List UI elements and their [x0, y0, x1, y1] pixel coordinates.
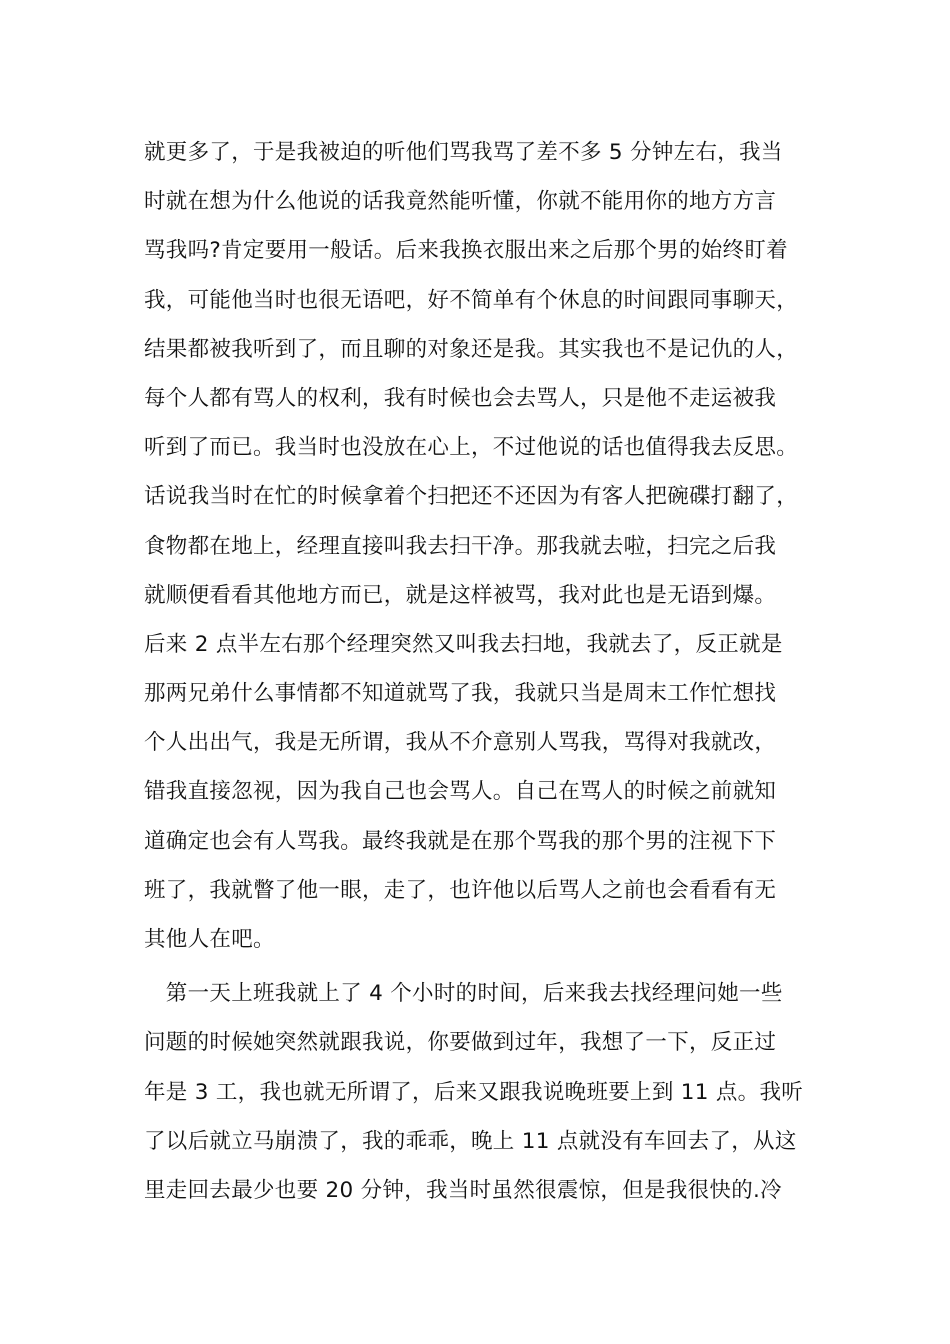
text-line: 听到了而已。我当时也没放在心上，不过他说的话也值得我去反思。	[144, 435, 799, 461]
text-line: 我，可能他当时也很无语吧，好不简单有个休息的时间跟同事聊天，	[144, 287, 799, 313]
text-line: 其他人在吧。	[144, 927, 275, 952]
text-line: 第一天上班我就上了 4 个小时的时间，后来我去找经理问她一些	[144, 981, 783, 1007]
text-line: 了以后就立马崩溃了，我的乖乖，晚上 11 点就没有车回去了，从这	[144, 1128, 797, 1154]
text-line: 骂我吗?肯定要用一般话。后来我换衣服出来之后那个男的始终盯着	[144, 238, 788, 264]
text-line: 错我直接忽视，因为我自己也会骂人。自己在骂人的时候之前就知	[144, 779, 777, 805]
text-line: 那两兄弟什么事情都不知道就骂了我，我就只当是周末工作忙想找	[144, 681, 777, 707]
text-line: 就更多了，于是我被迫的听他们骂我骂了差不多 5 分钟左右，我当	[144, 140, 783, 165]
text-line: 结果都被我听到了，而且聊的对象还是我。其实我也不是记仇的人，	[144, 336, 799, 362]
text-line: 年是 3 工，我也就无所谓了，后来又跟我说晚班要上到 11 点。我听	[144, 1079, 804, 1105]
text-line: 道确定也会有人骂我。最终我就是在那个骂我的那个男的注视下下	[144, 828, 777, 854]
text-line: 话说我当时在忙的时候拿着个扫把还不还因为有客人把碗碟打翻了，	[144, 484, 799, 510]
text-line: 每个人都有骂人的权利，我有时候也会去骂人，只是他不走运被我	[144, 385, 777, 411]
text-line: 后来 2 点半左右那个经理突然又叫我去扫地，我就去了，反正就是	[144, 631, 783, 657]
text-line: 个人出出气，我是无所谓，我从不介意别人骂我，骂得对我就改，	[144, 730, 777, 756]
text-line: 时就在想为什么他说的话我竟然能听懂，你就不能用你的地方方言	[144, 189, 777, 215]
body-text	[144, 128, 824, 1215]
text-line: 就顺便看看其他地方而已，就是这样被骂，我对此也是无语到爆。	[144, 582, 777, 608]
text-line: 食物都在地上，经理直接叫我去扫干净。那我就去啦，扫完之后我	[144, 533, 777, 559]
text-line: 里走回去最少也要 20 分钟，我当时虽然很震惊，但是我很快的.冷	[144, 1177, 782, 1203]
text-line: 问题的时候她突然就跟我说，你要做到过年，我想了一下，反正过	[144, 1030, 777, 1056]
text-line: 班了，我就瞥了他一眼，走了，也许他以后骂人之前也会看看有无	[144, 877, 777, 903]
